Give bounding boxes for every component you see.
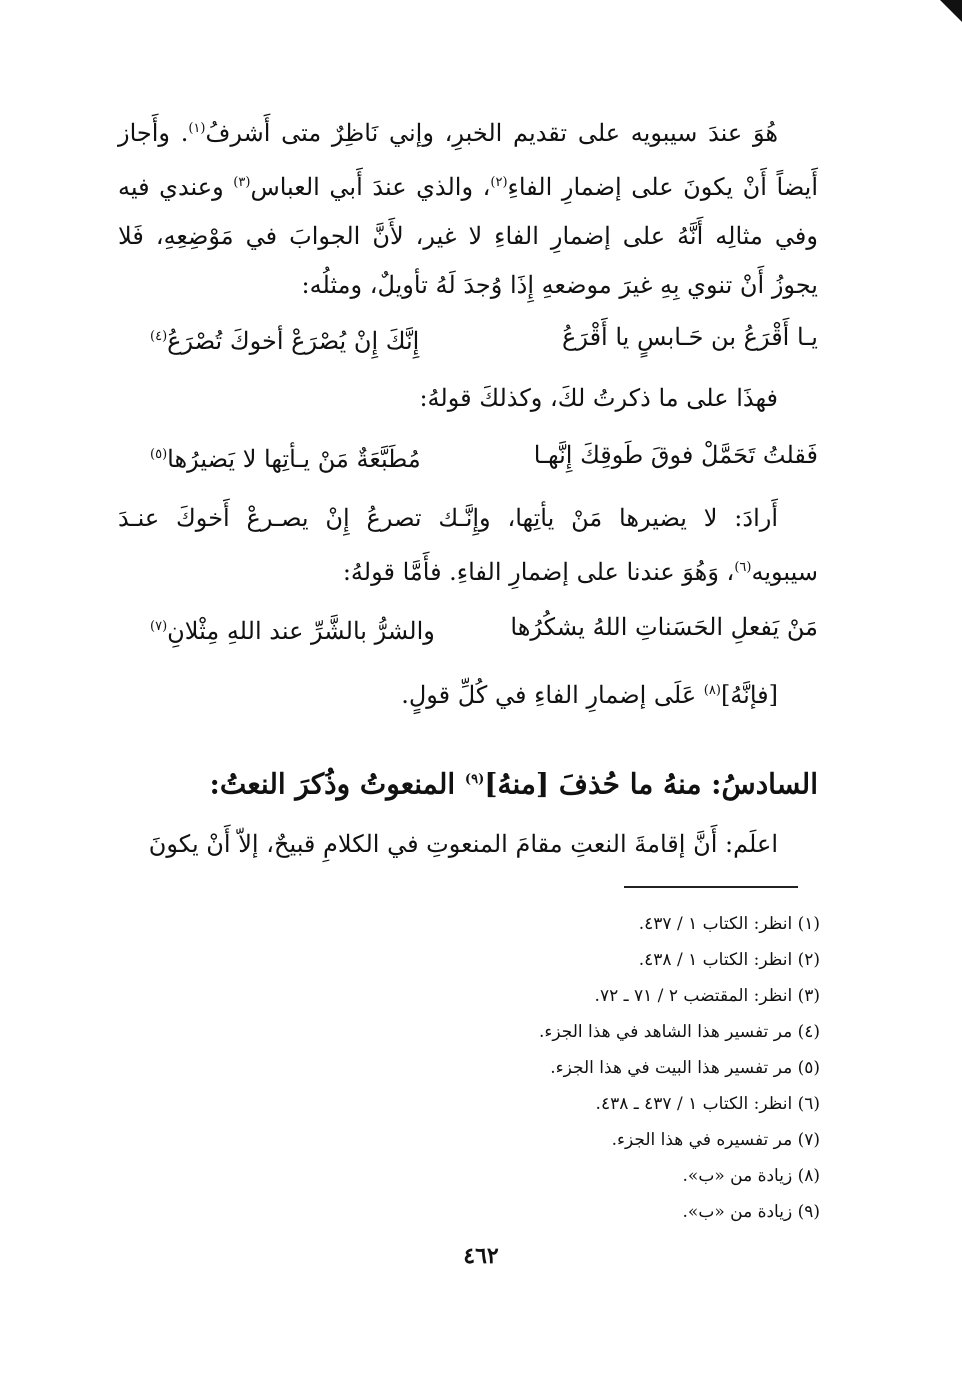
verse-3-second-hemistich: والشرُّ بالشَّرِّ عند اللهِ مِثْلانِ$^{(٧)}$ — [150, 617, 435, 645]
line-4: [فإنَّهُ]$^{(٨)}$ عَلَى إضمارِ الفاءِ في كُلِّ قولٍ. — [401, 681, 778, 709]
footnote-7: (٧) مر تفسيره في هذا الجزء. — [611, 1130, 820, 1150]
verse-3 — [150, 612, 818, 646]
verse-2 — [150, 440, 818, 474]
footnote-6: (٦) انظر: الكتاب ١ / ٤٣٧ ـ ٤٣٨. — [595, 1094, 820, 1114]
verse-1-first-hemistich: يـا أَقْرَعُ بن حَـابسٍ يا أَقْرَعُ — [562, 323, 818, 351]
footnote-2: (٢) انظر: الكتاب ١ / ٤٣٨. — [638, 950, 820, 970]
footnote-ref-5: (٥) — [150, 447, 168, 462]
footnote-5: (٥) مر تفسير هذا البيت في هذا الجزء. — [550, 1058, 820, 1078]
verse-2-second-hemistich: مُطَبَّعَةٌ مَنْ يـأتِها لا يَضيرُها$^{(٥)}$ — [150, 445, 421, 473]
line-2: فهذَا على ما ذكرتُ لكَ، وكذلكَ قولهُ: — [419, 384, 778, 412]
footnote-ref-4: (٤) — [150, 329, 168, 344]
footnote-3: (٣) انظر: المقتضب ٢ / ٧١ ـ ٧٢. — [594, 986, 820, 1006]
paragraph-1: هُوَ عندَ سيبويه على تقديم الخبرِ، وإني نَاظِرٌ متى أَشرفُ$^{(١)}$. وأَجاز أَيضاً أَنْ يكونَ على إضمارِ الفاءِ$^{(٢)}$، والذي عندَ أَبي العباس$^{(٣)}$ وعندي فيه وفي مثالِه أَنَّهُ على إضمارِ الفاءِ لا غير، لأَنَّ الجوابَ في مَوْضِعِهِ، فَلا يجوزُ أَنْ تنوي بِهِ غيرَ موضعهِ إِذَا وُجدَ لَهُ تأويلٌ، ومثلُه: — [118, 119, 819, 299]
verse-3-first-hemistich: مَنْ يَفعلِ الحَسَناتِ اللهُ يشكُرُها — [510, 613, 818, 641]
footnote-1: (١) انظر: الكتاب ١ / ٤٣٧. — [638, 914, 820, 934]
footnote-ref-6: (٦) — [734, 560, 752, 575]
footnote-ref-8: (٨) — [703, 683, 721, 698]
footnote-ref-2: (٢) — [490, 175, 508, 190]
footnote-8: (٨) زيادة من «ب». — [682, 1166, 820, 1186]
footnotes — [400, 906, 820, 1230]
page-number: ٤٦٢ — [463, 1243, 499, 1269]
footnote-ref-3: (٣) — [233, 175, 251, 190]
verse-1-second-hemistich: إِنَّكَ إِنْ يُصْرَعْ أخوكَ تُصْرَعُ$^{(٤)}$ — [150, 327, 420, 355]
footnote-ref-9: (٩) — [464, 772, 485, 787]
footnote-separator — [624, 886, 798, 888]
line-5: اعلَم: أَنَّ إقامةَ النعتِ مقامَ المنعوتِ في الكلامِ قبيحٌ، إلاّ أَنْ يكونَ — [148, 830, 778, 858]
verse-1 — [150, 322, 818, 356]
paragraph-3: أَرادَ: لا يضيرها مَنْ يأتِها، وإِنَّـك تصرعُ إِنْ يصـرعْ أَخوكَ عنـدَ سيبويه$^{(٦)}$، وَهُوَ عندنا على إضمارِ الفاءِ. فأَمَّا قولهُ: — [118, 504, 818, 586]
verse-2-first-hemistich: فَقلتُ تَحَمَّلْ فوقَ طَوقِكَ إِنَّهـا — [533, 441, 818, 469]
footnote-9: (٩) زيادة من «ب». — [682, 1202, 820, 1222]
footnote-ref-1: (١) — [188, 121, 206, 136]
footnote-4: (٤) مر تفسير هذا الشاهد في هذا الجزء. — [538, 1022, 820, 1042]
section-heading: السادسُ: منهُ ما حُذفَ [منهُ]$^{(٩)}$ المنعوتُ وذُكرَ النعتُ: — [209, 767, 818, 801]
footnote-ref-7: (٧) — [150, 619, 168, 634]
corner-mark — [940, 0, 962, 22]
